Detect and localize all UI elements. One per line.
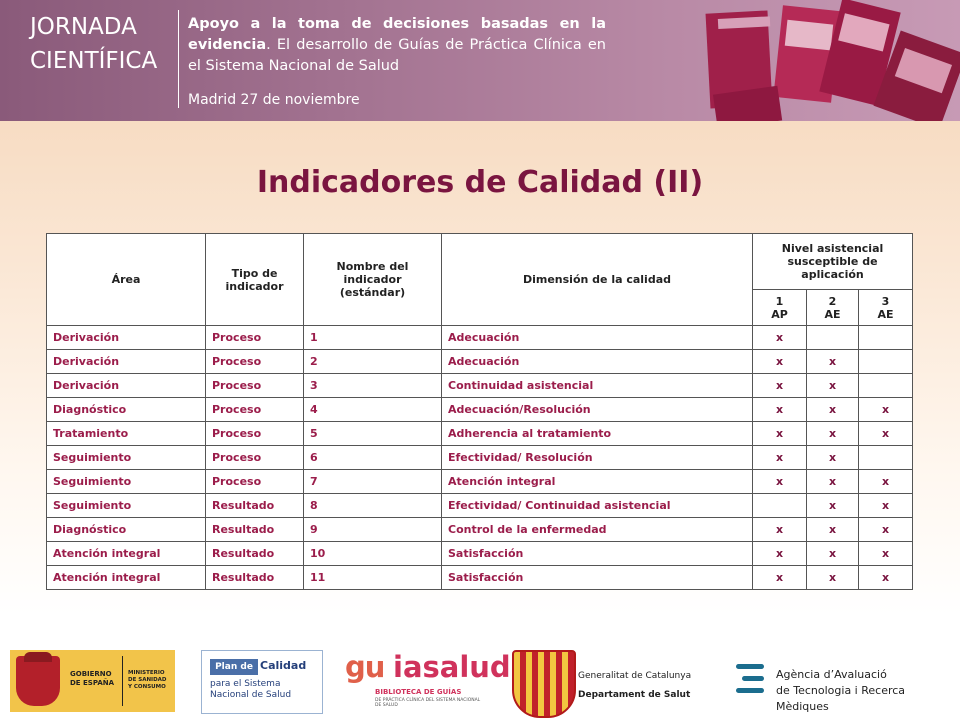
cell-area: Seguimiento <box>47 470 206 494</box>
table-row <box>47 518 913 542</box>
header-level-2-num: 2 <box>828 294 837 308</box>
gobierno-divider <box>122 656 123 706</box>
cell-num: 6 <box>304 446 442 470</box>
cell-num: 10 <box>304 542 442 566</box>
cell-dimension: Efectividad/ Continuidad asistencial <box>442 494 753 518</box>
cell-level-1: x <box>753 518 807 542</box>
departament-salut-text: Departament de Salut <box>578 690 691 700</box>
cell-level-1 <box>753 494 807 518</box>
cell-tipo: Proceso <box>206 422 304 446</box>
cell-tipo: Proceso <box>206 326 304 350</box>
guide-books-image <box>660 0 960 121</box>
cell-level-3: x <box>859 398 913 422</box>
cell-level-3 <box>859 374 913 398</box>
cell-dimension: Satisfacción <box>442 566 753 590</box>
guiasalud-text-gu: gu <box>345 650 385 684</box>
guiasalud-subtitle2: DE PRÁCTICA CLÍNICA DEL SISTEMA NACIONAL DE SALUD <box>375 698 481 708</box>
cell-dimension: Adecuación <box>442 350 753 374</box>
cell-num: 4 <box>304 398 442 422</box>
table-row <box>47 398 913 422</box>
aquas-text-line1: Agència d’Avaluació <box>776 668 887 681</box>
cell-level-2: x <box>807 470 859 494</box>
cell-num: 7 <box>304 470 442 494</box>
coat-of-arms-icon <box>16 656 60 706</box>
header-level-3 <box>859 290 913 326</box>
aquas-text <box>776 667 951 715</box>
plan-text-b: Calidad <box>260 659 307 672</box>
header-nivel: Nivel asistencial susceptible de aplicación <box>753 234 913 290</box>
cell-tipo: Resultado <box>206 566 304 590</box>
table-row <box>47 446 913 470</box>
cell-dimension: Continuidad asistencial <box>442 374 753 398</box>
cell-tipo: Proceso <box>206 398 304 422</box>
cell-level-3 <box>859 326 913 350</box>
header-level-3-num: 3 <box>881 294 890 308</box>
header-dimension: Dimensión de la calidad <box>442 234 753 326</box>
page-title: Indicadores de Calidad (II) <box>256 165 704 200</box>
cell-num: 9 <box>304 518 442 542</box>
header-tipo: Tipo de indicador <box>206 234 304 326</box>
cell-level-1: x <box>753 350 807 374</box>
cell-tipo: Proceso <box>206 446 304 470</box>
cell-area: Atención integral <box>47 542 206 566</box>
cell-area: Derivación <box>47 326 206 350</box>
cell-level-2: x <box>807 446 859 470</box>
cell-level-3 <box>859 446 913 470</box>
aquas-text-line2: de Tecnologia i Recerca Mèdiques <box>776 684 906 713</box>
cell-tipo: Proceso <box>206 374 304 398</box>
event-name-line2: CIENTÍFICA <box>30 48 158 74</box>
cell-level-2: x <box>807 350 859 374</box>
cell-tipo: Proceso <box>206 470 304 494</box>
cell-level-1: x <box>753 398 807 422</box>
table-row <box>47 374 913 398</box>
cell-num: 2 <box>304 350 442 374</box>
crown-icon <box>24 652 52 662</box>
event-subtitle-bold: Apoyo a la toma de decisiones basadas en la evidencia <box>188 16 606 53</box>
event-subtitle <box>188 14 606 77</box>
guiasalud-text-rest: iasalud <box>393 650 511 684</box>
generalitat-text: Generalitat de Catalunya <box>578 671 692 681</box>
cell-area: Diagnóstico <box>47 518 206 542</box>
table-row <box>47 566 913 590</box>
cell-tipo: Resultado <box>206 518 304 542</box>
header-level-1-label: AP <box>771 307 788 321</box>
table-body <box>47 326 913 590</box>
table-row <box>47 470 913 494</box>
cell-level-2: x <box>807 422 859 446</box>
cell-level-1: x <box>753 566 807 590</box>
header-banner <box>0 0 960 121</box>
header-level-2 <box>807 290 859 326</box>
cell-level-1: x <box>753 446 807 470</box>
event-name <box>30 10 180 78</box>
cell-level-2: x <box>807 494 859 518</box>
event-date: Madrid 27 de noviembre <box>188 92 360 108</box>
cell-level-2: x <box>807 542 859 566</box>
header-level-1 <box>753 290 807 326</box>
plan-text-a: Plan de <box>210 659 258 675</box>
event-name-line1: JORNADA <box>30 14 137 40</box>
header-nombre: Nombre del indicador (estándar) <box>304 234 442 326</box>
cell-level-1: x <box>753 422 807 446</box>
header-level-1-num: 1 <box>775 294 784 308</box>
plan-calidad-logo <box>201 650 323 714</box>
table-row <box>47 542 913 566</box>
cell-level-2: x <box>807 374 859 398</box>
cell-area: Derivación <box>47 374 206 398</box>
cell-dimension: Adherencia al tratamiento <box>442 422 753 446</box>
cell-level-2: x <box>807 518 859 542</box>
cell-area: Seguimiento <box>47 446 206 470</box>
cell-level-3: x <box>859 566 913 590</box>
cell-level-3: x <box>859 470 913 494</box>
quality-indicators-table <box>46 233 913 590</box>
aquas-mark-icon <box>742 676 764 681</box>
cell-dimension: Adecuación <box>442 326 753 350</box>
event-subtitle-rest: . El desarrollo de Guías de Práctica Clínica en el Sistema Nacional de Salud <box>188 37 606 74</box>
header-level-2-label: AE <box>824 307 841 321</box>
cell-num: 11 <box>304 566 442 590</box>
cell-level-3: x <box>859 542 913 566</box>
cell-tipo: Resultado <box>206 494 304 518</box>
gobierno-text: GOBIERNO DE ESPAÑA <box>70 670 115 687</box>
gobierno-espana-logo <box>10 650 175 712</box>
cell-num: 5 <box>304 422 442 446</box>
cell-area: Derivación <box>47 350 206 374</box>
cell-area: Tratamiento <box>47 422 206 446</box>
table-row <box>47 422 913 446</box>
cell-num: 3 <box>304 374 442 398</box>
guiasalud-subtitle: BIBLIOTECA DE GUÍAS <box>375 688 462 696</box>
cell-tipo: Resultado <box>206 542 304 566</box>
cell-dimension: Efectividad/ Resolución <box>442 446 753 470</box>
cell-level-1: x <box>753 470 807 494</box>
cell-level-1: x <box>753 374 807 398</box>
cell-level-2: x <box>807 398 859 422</box>
cell-level-3: x <box>859 422 913 446</box>
cell-dimension: Satisfacción <box>442 542 753 566</box>
header-divider <box>178 10 179 108</box>
ministerio-text: MINISTERIO DE SANIDAD Y CONSUMO <box>128 670 167 690</box>
cell-level-3 <box>859 350 913 374</box>
cell-area: Diagnóstico <box>47 398 206 422</box>
cell-area: Seguimiento <box>47 494 206 518</box>
cell-level-2: x <box>807 566 859 590</box>
aquas-mark-icon <box>736 688 764 693</box>
cell-num: 8 <box>304 494 442 518</box>
table-row <box>47 494 913 518</box>
cell-level-3: x <box>859 518 913 542</box>
aquas-logo <box>736 650 951 713</box>
table-row <box>47 326 913 350</box>
cell-level-1: x <box>753 542 807 566</box>
table-row <box>47 350 913 374</box>
generalitat-shield-icon <box>512 650 576 718</box>
cell-num: 1 <box>304 326 442 350</box>
cell-level-2 <box>807 326 859 350</box>
plan-text-c: para el Sistema Nacional de Salud <box>210 679 292 700</box>
header-area: Área <box>47 234 206 326</box>
header-level-3-label: AE <box>877 307 894 321</box>
aquas-mark-icon <box>736 664 764 669</box>
cell-level-1: x <box>753 326 807 350</box>
cell-dimension: Adecuación/Resolución <box>442 398 753 422</box>
cell-area: Atención integral <box>47 566 206 590</box>
guiasalud-logo <box>345 650 511 710</box>
cell-dimension: Control de la enfermedad <box>442 518 753 542</box>
cell-dimension: Atención integral <box>442 470 753 494</box>
cell-level-3: x <box>859 494 913 518</box>
cell-tipo: Proceso <box>206 350 304 374</box>
